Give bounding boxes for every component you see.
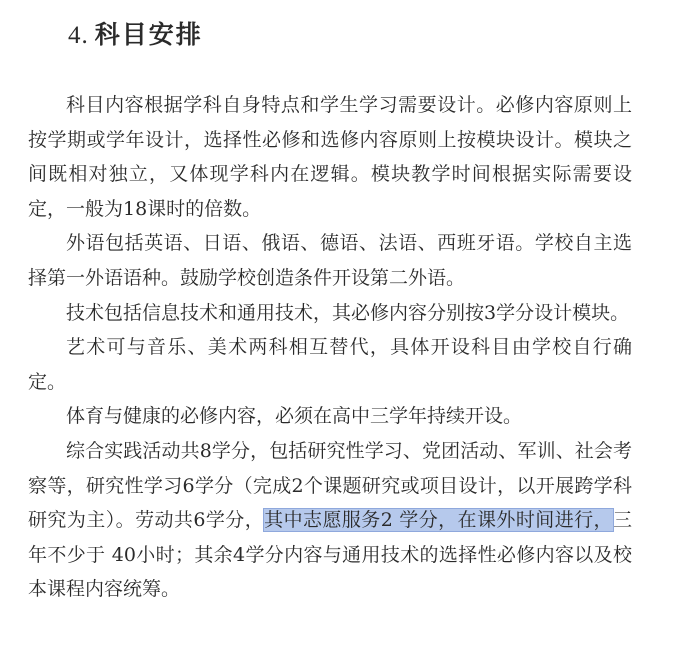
selected-text-highlight[interactable]: 其中志愿服务2 学分，在课外时间进行， xyxy=(264,509,613,532)
paragraph-physical-education: 体育与健康的必修内容，必须在高中三学年持续开设。 xyxy=(66,405,523,428)
paragraph-technology: 技术包括信息技术和通用技术，其必修内容分别按3学分设计模块。 xyxy=(66,301,630,324)
paragraph-arts: 艺术可与音乐、美术两科相互替代，具体开设科目由学校自行确定。 xyxy=(28,336,632,393)
paragraph-comprehensive-practice xyxy=(28,434,632,607)
paragraph-foreign-language: 外语包括英语、日语、俄语、德语、法语、西班牙语。学校自主选择第一外语语种。鼓励学校创造条件开设第二外语。 xyxy=(28,232,632,289)
section-number: 4. xyxy=(68,22,89,49)
section-heading xyxy=(68,16,203,55)
paragraph-subject-content: 科目内容根据学科自身特点和学生学习需要设计。必修内容原则上按学期或学年设计，选择性必修和选修内容原则上按模块设计。模块之间既相对独立，又体现学科内在逻辑。模块教学时间根据实际需要设定，一般为18课时的倍数。 xyxy=(28,94,632,220)
section-body xyxy=(28,88,632,607)
paragraph-text-after-selection: 三年不少于 40小时；其余4学分内容与通用技术的选择性必修内容以及校本课程内容统筹。 xyxy=(28,509,632,601)
section-title: 科目安排 xyxy=(94,20,203,49)
paragraph-text-before-selection: 综合实践活动共8学分，包括研究性学习、党团活动、军训、社会考察等，研究性学习6学分（完成2个课题研究或项目设计，以开展跨学科研究为主）。劳动共6学分， xyxy=(28,439,632,532)
